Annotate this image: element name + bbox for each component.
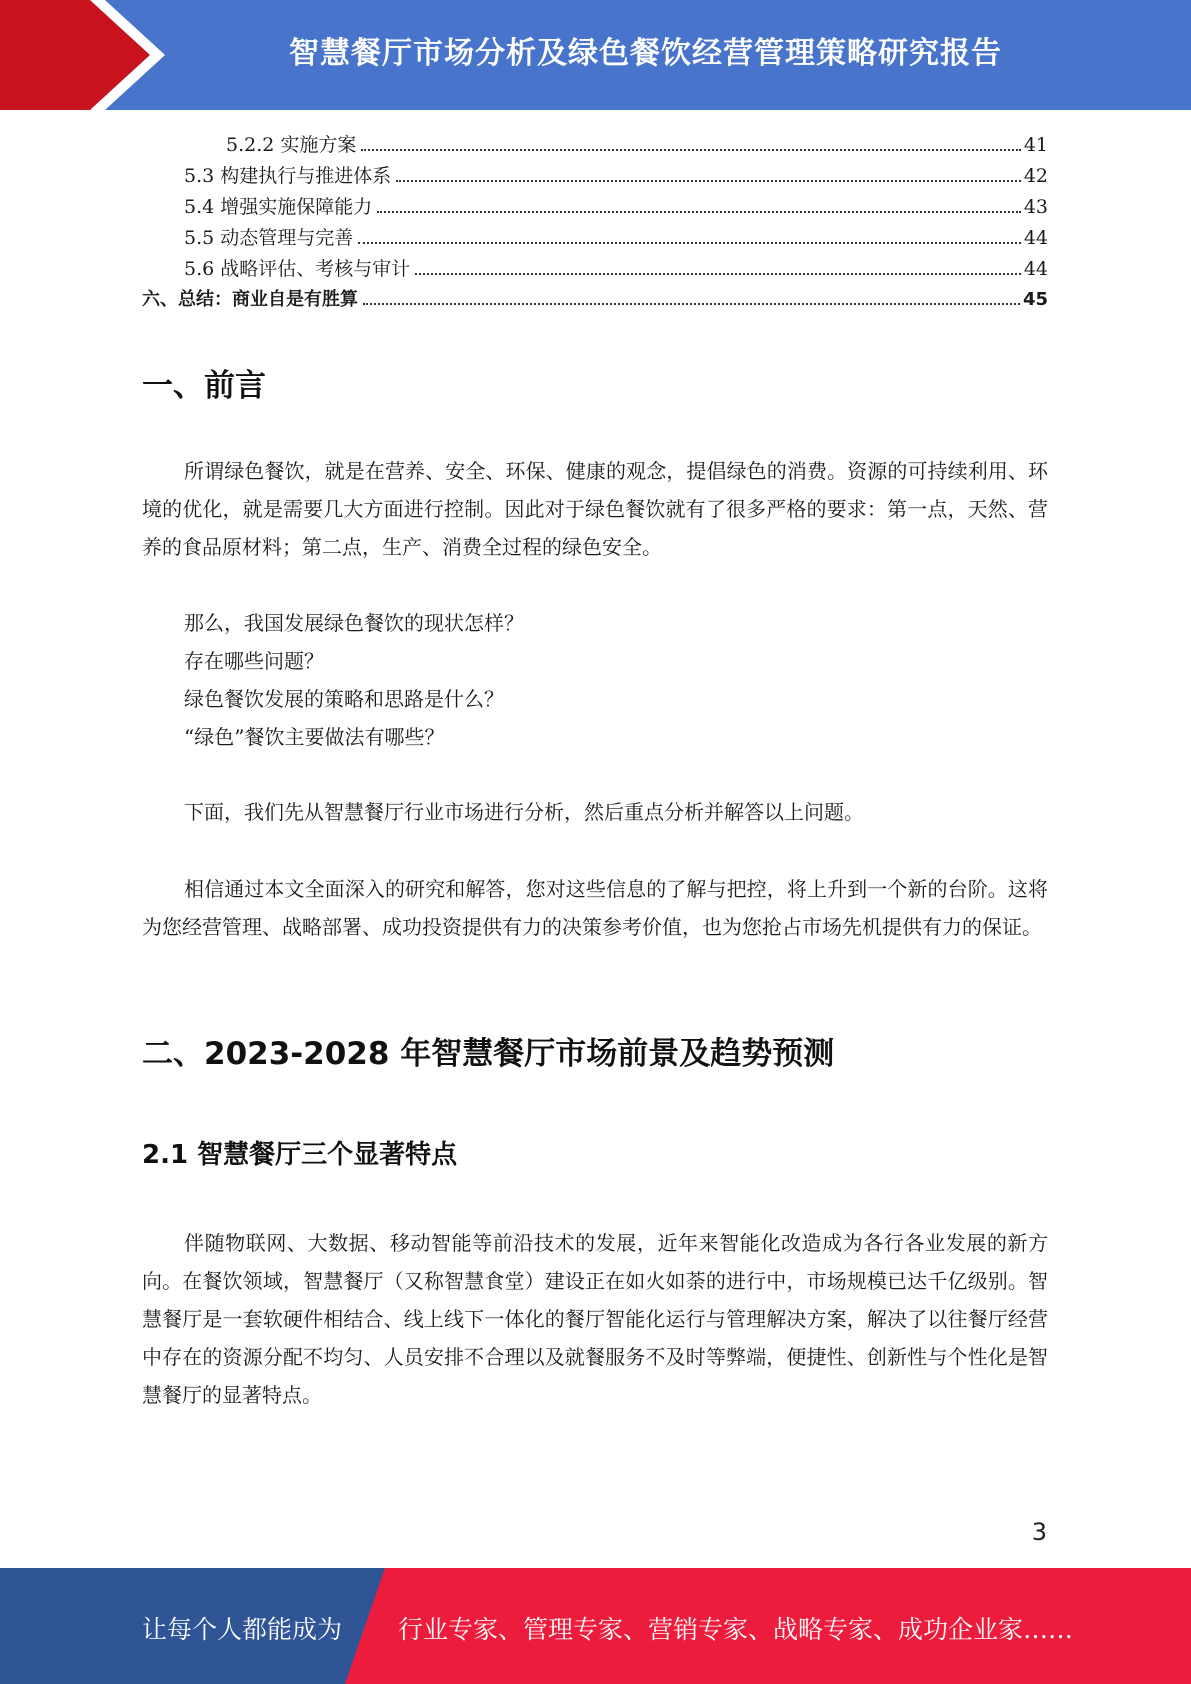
preface-paragraph-2: 下面，我们先从智慧餐厅行业市场进行分析，然后重点分析并解答以上问题。 <box>184 800 864 824</box>
toc-entry[interactable] <box>142 161 1048 192</box>
question-item: 存在哪些问题？ <box>184 649 324 673</box>
toc-entry-title: 5.4 增强实施保障能力 <box>184 196 373 218</box>
toc-entry[interactable] <box>142 223 1048 254</box>
footer-slogan-right: 行业专家、管理专家、营销专家、战略专家、成功企业家…… <box>398 1615 1074 1644</box>
toc-entry-title: 5.3 构建执行与推进体系 <box>184 165 392 187</box>
toc-entry-page: 45 <box>1022 289 1048 310</box>
section2-paragraph-1: 伴随物联网、大数据、移动智能等前沿技术的发展，近年来智能化改造成为各行各业发展的新方向。在餐饮领域，智慧餐厅（又称智慧食堂）建设正在如火如荼的进行中，市场规模已达千亿级别。智慧餐厅是一套软硬件相结合、线上线下一体化的餐厅智能化运行与管理解决方案，解决了以往餐厅经营中存在的资源分配不均匀、人员安排不合理以及就餐服务不及时等弊端，便捷性、创新性与个性化是智慧餐厅的显著特点。 <box>142 1231 1048 1407</box>
toc-entry-page: 44 <box>1023 258 1048 280</box>
toc-entry[interactable] <box>142 192 1048 223</box>
toc-leader-dots <box>363 303 1020 305</box>
toc-entry-page: 44 <box>1023 227 1048 249</box>
toc-leader-dots <box>415 273 1021 275</box>
header-arrow-decoration <box>0 0 180 110</box>
question-item: “绿色”餐饮主要做法有哪些？ <box>184 725 445 749</box>
toc-entry-page: 41 <box>1023 134 1048 156</box>
toc-entry-title: 5.2.2 实施方案 <box>226 134 357 156</box>
page-number: 3 <box>1031 1518 1047 1546</box>
section-heading-preface: 一、前言 <box>142 368 266 404</box>
question-item: 那么，我国发展绿色餐饮的现状怎样？ <box>184 611 524 635</box>
toc-leader-dots <box>361 149 1020 151</box>
toc-leader-dots <box>358 242 1021 244</box>
toc-entry-title: 六、总结：商业自是有胜算 <box>142 289 358 310</box>
toc-entry-page: 42 <box>1023 165 1048 187</box>
section-heading-market-forecast: 二、2023-2028 年智慧餐厅市场前景及趋势预测 <box>142 1036 835 1072</box>
toc-leader-dots <box>377 211 1021 213</box>
toc-entry[interactable] <box>142 285 1048 316</box>
subsection-heading: 2.1 智慧餐厅三个显著特点 <box>142 1140 458 1170</box>
toc-leader-dots <box>396 180 1021 182</box>
header-title: 智慧餐厅市场分析及绿色餐饮经营管理策略研究报告 <box>289 36 1002 71</box>
footer-slogan-left: 让每个人都能成为 <box>142 1615 343 1644</box>
question-list <box>184 604 524 756</box>
page-header <box>0 0 1191 110</box>
preface-paragraph-3: 相信通过本文全面深入的研究和解答，您对这些信息的了解与把控，将上升到一个新的台阶。这将为您经营管理、战略部署、成功投资提供有力的决策参考价值，也为您抢占市场先机提供有力的保证。 <box>142 877 1048 939</box>
toc-entry[interactable] <box>142 254 1048 285</box>
table-of-contents <box>142 130 1048 316</box>
question-item: 绿色餐饮发展的策略和思路是什么？ <box>184 687 504 711</box>
toc-entry-title: 5.6 战略评估、考核与审计 <box>184 258 411 280</box>
preface-paragraph-1: 所谓绿色餐饮，就是在营养、安全、环保、健康的观念，提倡绿色的消费。资源的可持续利用、环境的优化，就是需要几大方面进行控制。因此对于绿色餐饮就有了很多严格的要求：第一点，天然、营养的食品原材料；第二点，生产、消费全过程的绿色安全。 <box>142 459 1048 559</box>
toc-entry-title: 5.5 动态管理与完善 <box>184 227 354 249</box>
page-footer <box>0 1568 1191 1684</box>
toc-entry[interactable] <box>142 130 1048 161</box>
toc-entry-page: 43 <box>1023 196 1048 218</box>
